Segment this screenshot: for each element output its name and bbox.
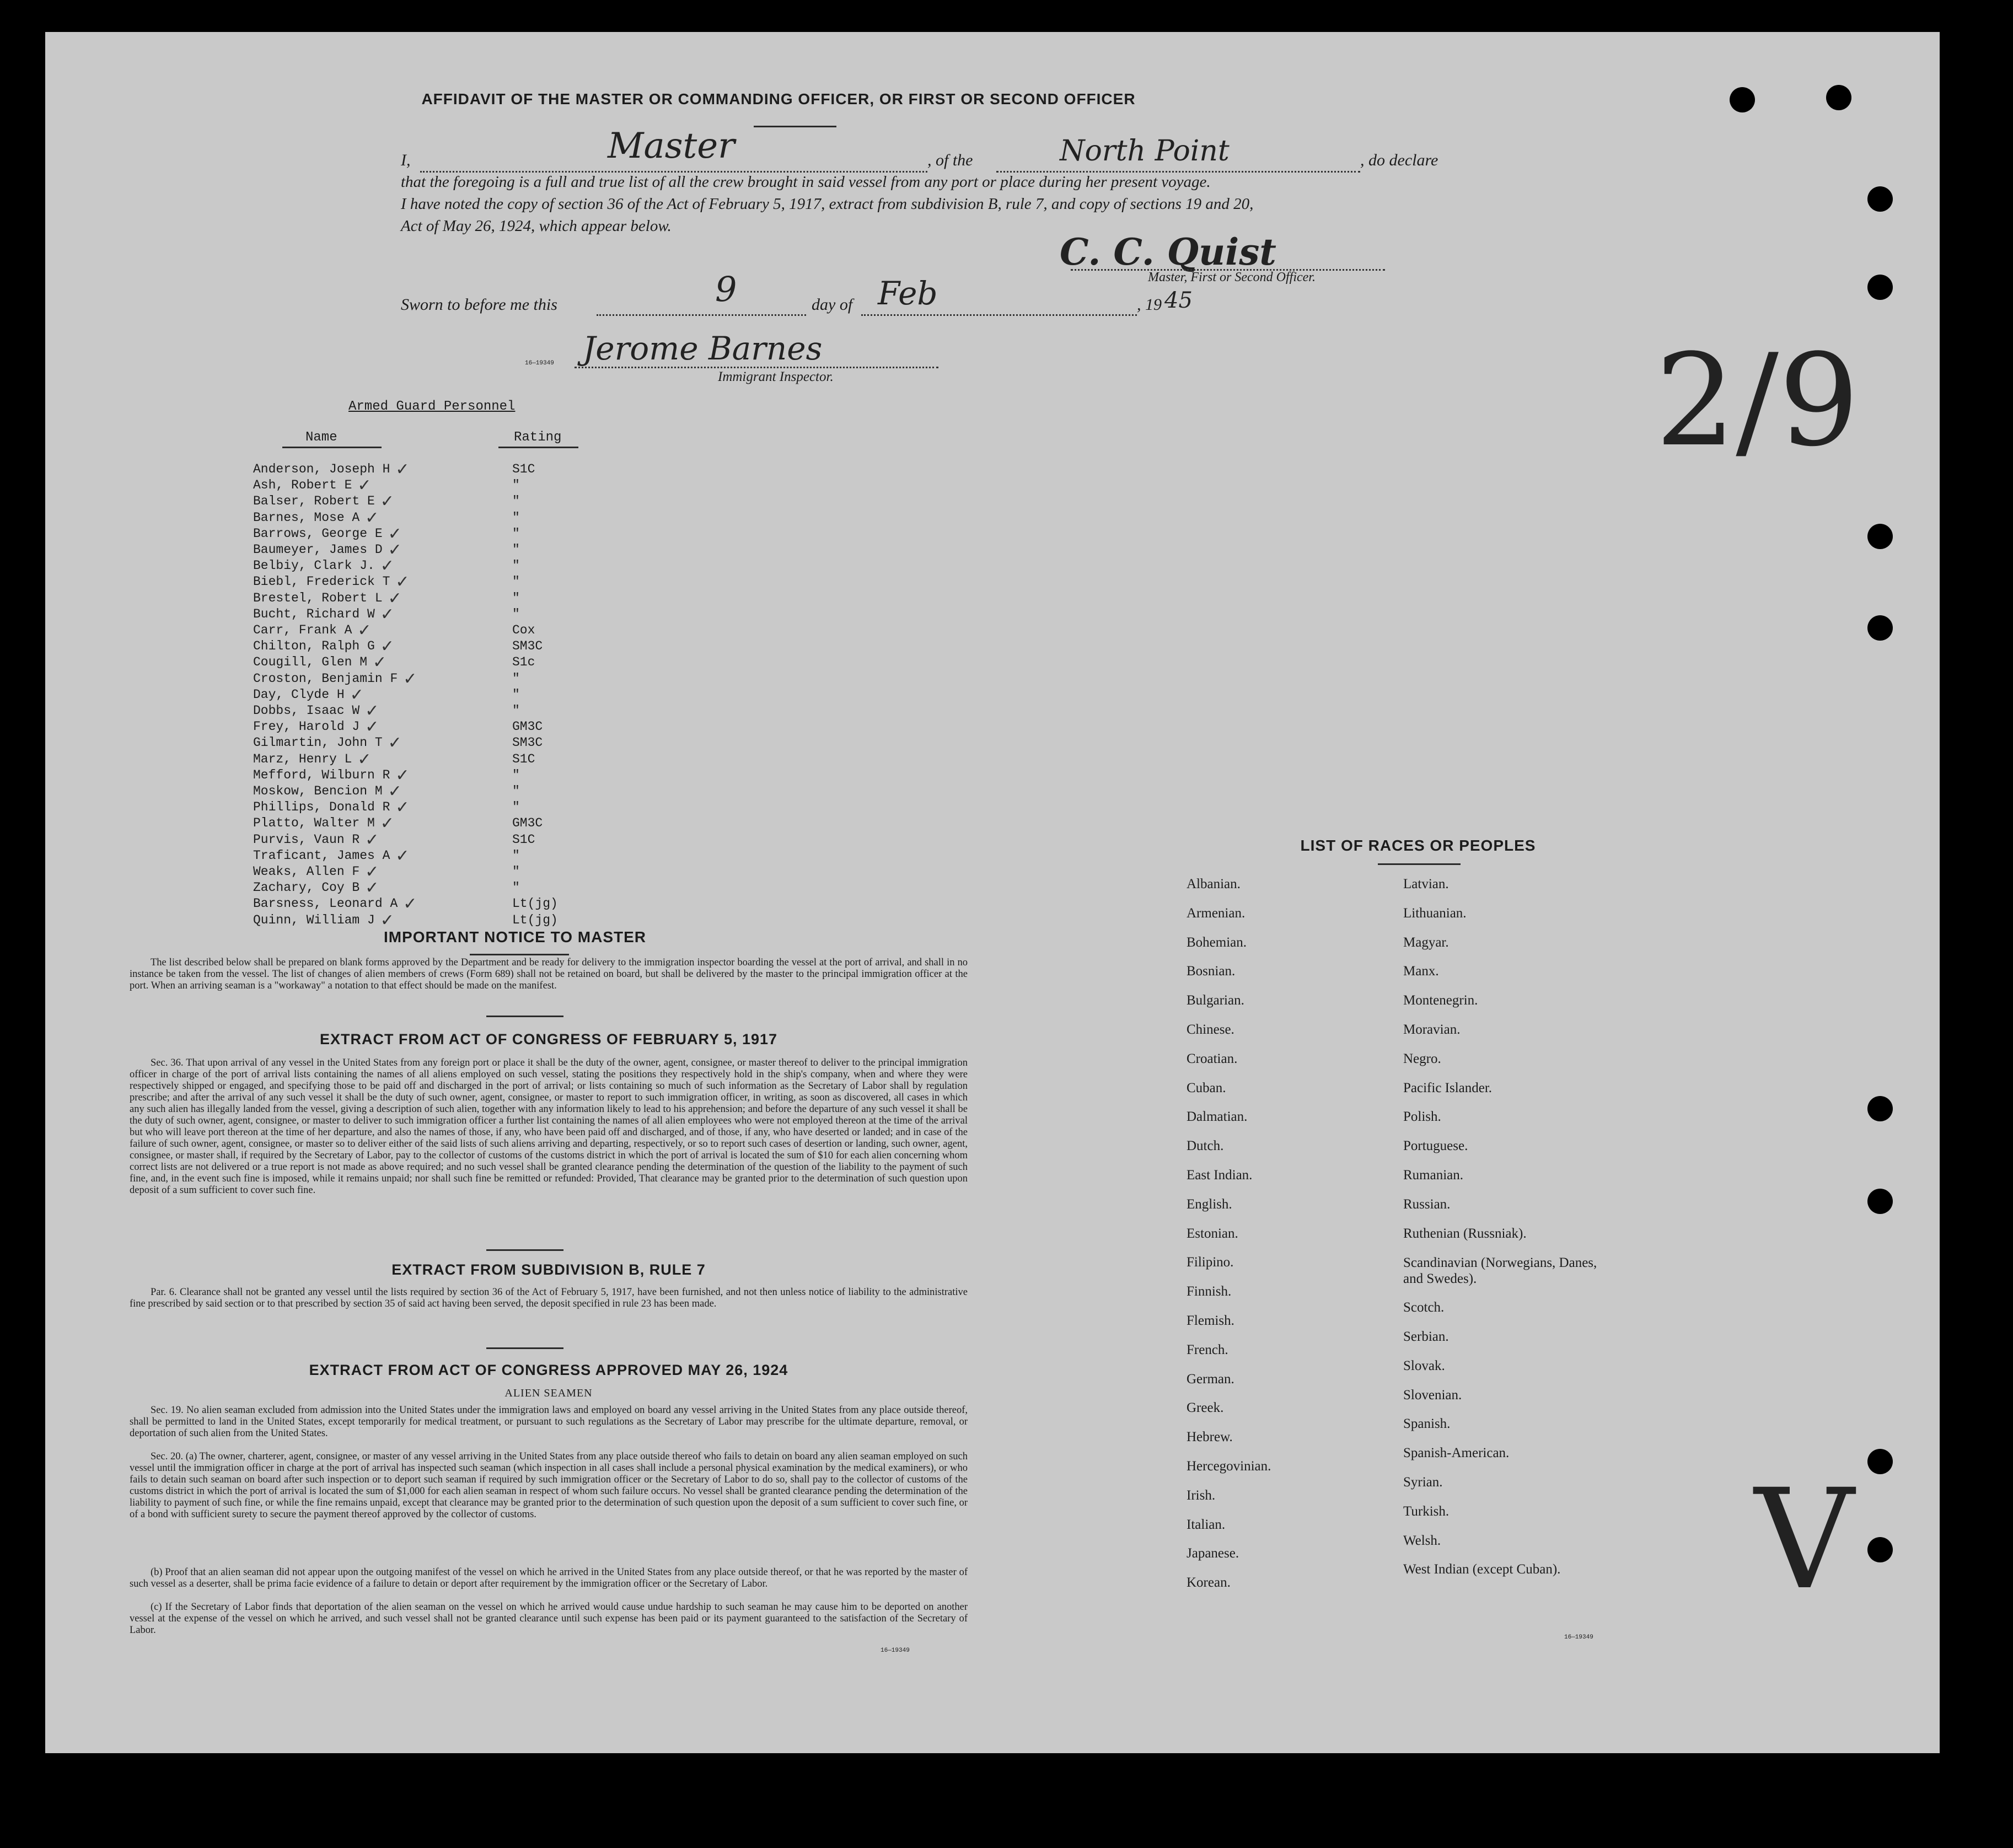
race-item: Polish.: [1403, 1109, 1441, 1125]
check-icon: ✓: [365, 508, 379, 528]
race-item: East Indian.: [1187, 1168, 1253, 1183]
crew-rating: ": [512, 671, 520, 686]
crew-name: Gilmartin, John T: [253, 735, 383, 750]
races-title: LIST OF RACES OR PEOPLES: [1300, 837, 1536, 854]
crew-rating: ": [512, 880, 520, 895]
race-item: Russian.: [1403, 1196, 1451, 1212]
race-item: Chinese.: [1187, 1022, 1234, 1037]
crew-rating: ": [512, 848, 520, 863]
race-item: Magyar.: [1403, 934, 1449, 950]
crew-name: Purvis, Vaun R: [253, 832, 360, 847]
crew-rating: SM3C: [512, 735, 543, 750]
race-item: Dalmatian.: [1187, 1109, 1248, 1125]
punch-hole: [1867, 1537, 1893, 1562]
rule7-body: Par. 6. Clearance shall not be granted any vessel until the lists required by section 36 of the Act of February 5, 1917, have been furnished, and not then unless notice of liability to the administrative fine prescribed by said section or to that prescribed by section 35 of said act having been served, the deposit specified in rule 23 has been made.: [130, 1287, 968, 1309]
notice-divider: [470, 954, 569, 955]
crew-rating: S1C: [512, 462, 535, 476]
punch-hole: [1826, 85, 1851, 110]
crew-rating: ": [512, 687, 520, 702]
race-item: Cuban.: [1187, 1080, 1226, 1095]
punch-hole: [1867, 615, 1893, 641]
crew-col-name: Name: [305, 430, 337, 445]
race-item: Negro.: [1403, 1051, 1441, 1066]
document-sheet: [45, 32, 1940, 1753]
crew-col-rating: Rating: [514, 430, 562, 445]
race-item: Armenian.: [1187, 905, 1246, 921]
check-icon: ✓: [403, 669, 417, 689]
check-icon: ✓: [380, 910, 394, 930]
race-item: Spanish.: [1403, 1416, 1451, 1432]
extract1924-sec20c: (c) If the Secretary of Labor finds that deportation of the alien seaman on the vessel on which he arrived would cause undue hardship to such seaman he may cause him to be deported on another vessel at the expense of the vessel on which he arrived, and such vessel shall not be granted clearance until such expense has been paid or its payment guaranteed to the satisfaction of the Secretary of Labor.: [130, 1602, 968, 1636]
crew-rating: ": [512, 510, 520, 525]
check-icon: ✓: [395, 572, 410, 592]
check-icon: ✓: [380, 556, 394, 576]
crew-name: Croston, Benjamin F: [253, 671, 398, 686]
crew-rating: GM3C: [512, 816, 543, 831]
check-icon: ✓: [388, 540, 402, 560]
officer-handwritten: Master: [608, 126, 735, 166]
check-icon: ✓: [365, 878, 379, 898]
crew-name: Anderson, Joseph H: [253, 462, 390, 476]
race-item: Bulgarian.: [1187, 993, 1244, 1008]
i-label: I,: [401, 151, 411, 169]
check-icon: ✓: [380, 637, 394, 657]
race-item: Finnish.: [1187, 1284, 1232, 1299]
crew-name: Mefford, Wilburn R: [253, 767, 390, 782]
crew-rating: ": [512, 494, 520, 509]
crew-name: Cougill, Glen M: [253, 655, 368, 670]
day-line: [597, 314, 806, 316]
notice-body: The list described below shall be prepared on blank forms approved by the Department and be ready for delivery to the immigration inspector boarding the vessel at the port of arrival, and shall in no instance be taken from the vessel. The list of changes of alien members of crews (Form 689) shall not be retained on board, but shall be delivered by the master to the principal immigration officer at the port. When an arriving seaman is a "workaway" a notation to that effect should be made on the manifest.: [130, 957, 968, 991]
check-icon: ✓: [395, 798, 410, 818]
check-icon: ✓: [373, 653, 387, 673]
race-item: Welsh.: [1403, 1533, 1441, 1548]
race-item: Pacific Islander.: [1403, 1080, 1493, 1095]
race-item: Japanese.: [1187, 1546, 1239, 1561]
check-icon: ✓: [365, 717, 379, 737]
races-divider: [1378, 863, 1461, 865]
crew-name: Chilton, Ralph G: [253, 639, 375, 654]
signature-caption: Master, First or Second Officer.: [1148, 270, 1316, 284]
month-handwritten: Feb: [878, 275, 938, 312]
check-icon: ✓: [365, 701, 379, 721]
check-icon: ✓: [380, 604, 394, 624]
crew-name: Day, Clyde H: [253, 687, 345, 702]
crew-name: Platto, Walter M: [253, 816, 375, 831]
check-icon: ✓: [357, 749, 372, 769]
race-item: Greek.: [1187, 1400, 1224, 1416]
notice-title: IMPORTANT NOTICE TO MASTER: [383, 928, 647, 946]
crew-name: Brestel, Robert L: [253, 590, 383, 605]
race-item: Flemish.: [1187, 1313, 1234, 1328]
of-the-label: , of the: [927, 151, 973, 169]
check-icon: ✓: [395, 460, 410, 479]
crew-rating: ": [512, 864, 520, 879]
crew-name: Traficant, James A: [253, 848, 390, 863]
crew-name: Zachary, Coy B: [253, 880, 360, 895]
crew-rating: ": [512, 542, 520, 557]
crew-rating: ": [512, 526, 520, 541]
extract1924-sec19: Sec. 19. No alien seaman excluded from admission into the United States under the immigration laws and employed on board any vessel arriving in the United States from any place outside thereof, shall be permitted to land in the United States, except temporarily for medical treatment, or pursuant to such regulations as the Secretary of Labor may prescribe for the ultimate departure, removal, or deportation of such alien from the United States.: [130, 1405, 968, 1439]
crew-name: Bucht, Richard W: [253, 606, 375, 621]
race-item: West Indian (except Cuban).: [1403, 1562, 1561, 1577]
race-item: Hebrew.: [1187, 1430, 1233, 1445]
race-item: Scotch.: [1403, 1300, 1445, 1315]
sworn-label: Sworn to before me this: [401, 296, 557, 314]
name-col-divider: [282, 447, 382, 448]
race-item: Dutch.: [1187, 1138, 1224, 1154]
crew-name: Baumeyer, James D: [253, 542, 383, 557]
crew-name: Barsness, Leonard A: [253, 896, 398, 911]
crew-name: Weaks, Allen F: [253, 864, 360, 879]
crew-name: Barnes, Mose A: [253, 510, 360, 525]
punch-hole: [1867, 524, 1893, 549]
crew-rating: Cox: [512, 623, 535, 637]
check-mark-handwritten: V: [1754, 1459, 1854, 1620]
rating-col-divider: [498, 447, 578, 448]
check-icon: ✓: [388, 782, 402, 801]
check-icon: ✓: [395, 765, 410, 785]
crew-name: Quinn, William J: [253, 912, 375, 927]
form-number: 16—19349: [525, 360, 554, 367]
race-item: Manx.: [1403, 964, 1439, 979]
race-item: Italian.: [1187, 1517, 1226, 1532]
inspector-signature: Jerome Barnes: [583, 330, 823, 367]
year-handwritten: 45: [1164, 288, 1193, 313]
race-item: Albanian.: [1187, 877, 1241, 891]
race-item: German.: [1187, 1371, 1234, 1387]
affidavit-body-line2: I have noted the copy of section 36 of the Act of February 5, 1917, extract from subdivision B, rule 7, and copy of sections 19 and 20,: [401, 195, 1254, 213]
races-left-column: [1187, 877, 1396, 1648]
check-icon: ✓: [357, 476, 372, 496]
inspector-line: [575, 367, 938, 368]
check-icon: ✓: [388, 733, 402, 753]
crew-name: Ash, Robert E: [253, 478, 352, 493]
crew-rating: ": [512, 606, 520, 621]
year-prefix: , 19: [1137, 296, 1162, 314]
day-of-label: day of: [812, 296, 853, 314]
race-item: French.: [1187, 1342, 1228, 1357]
race-item: Irish.: [1187, 1487, 1216, 1503]
check-icon: ✓: [357, 621, 372, 640]
section-divider: [486, 1347, 563, 1349]
affidavit-title: AFFIDAVIT OF THE MASTER OR COMMANDING OFFICER, OR FIRST OR SECOND OFFICER: [421, 90, 1136, 108]
race-item: Portuguese.: [1403, 1138, 1468, 1154]
punch-hole: [1867, 1096, 1893, 1121]
race-item: Slovak.: [1403, 1358, 1445, 1373]
crew-rating: ": [512, 767, 520, 782]
punch-hole: [1867, 1449, 1893, 1474]
section-divider: [486, 1016, 563, 1017]
punch-hole: [1867, 1189, 1893, 1214]
crew-rating: S1c: [512, 655, 535, 670]
check-icon: ✓: [350, 685, 364, 705]
crew-name: Dobbs, Isaac W: [253, 703, 360, 718]
crew-rating: ": [512, 574, 520, 589]
vessel-handwritten: North Point: [1060, 135, 1230, 168]
crew-name: Carr, Frank A: [253, 623, 352, 637]
race-item: Scandinavian (Norwegians, Danes, and Swedes).: [1403, 1255, 1597, 1287]
check-icon: ✓: [403, 894, 417, 914]
race-item: Bohemian.: [1187, 934, 1247, 950]
check-icon: ✓: [395, 846, 410, 866]
race-item: Spanish-American.: [1403, 1446, 1510, 1461]
race-item: Latvian.: [1403, 877, 1449, 891]
extract1924-sec20b: (b) Proof that an alien seaman did not appear upon the outgoing manifest of the vessel on which he arrived in the United States from any place outside thereof, or that he was reported by the master of such vessel as a deserter, shall be prima facie evidence of a failure to detain or deport after requirement by the immigration officer or the Secretary of Labor.: [130, 1567, 968, 1589]
crew-name: Frey, Harold J: [253, 719, 360, 734]
race-item: Turkish.: [1403, 1503, 1450, 1519]
officer-line: [420, 171, 927, 173]
crew-name: Marz, Henry L: [253, 751, 352, 766]
crew-rating: ": [512, 784, 520, 798]
race-item: Bosnian.: [1187, 964, 1236, 979]
page-number-handwritten: 2/9: [1655, 327, 1860, 475]
inspector-caption: Immigrant Inspector.: [718, 369, 834, 384]
race-item: Korean.: [1187, 1575, 1231, 1591]
races-form-number: 16—19349: [1564, 1634, 1593, 1641]
race-item: Slovenian.: [1403, 1387, 1462, 1403]
crew-name: Moskow, Bencion M: [253, 784, 383, 798]
crew-rating: Lt(jg): [512, 896, 558, 911]
vessel-line: [996, 171, 1360, 173]
affidavit-body-line3: Act of May 26, 1924, which appear below.: [401, 217, 672, 235]
races-right-column: [1403, 877, 1690, 1648]
extract1917-title: EXTRACT FROM ACT OF CONGRESS OF FEBRUARY 5, 1917: [319, 1031, 778, 1047]
crew-rating: Lt(jg): [512, 912, 558, 927]
race-item: Lithuanian.: [1403, 905, 1467, 921]
day-handwritten: 9: [715, 269, 737, 309]
crew-rating: ": [512, 558, 520, 573]
check-icon: ✓: [388, 588, 402, 608]
month-line: [861, 314, 1137, 316]
section-divider: [486, 1249, 563, 1251]
crew-name: Balser, Robert E: [253, 494, 375, 509]
race-item: Hercegovinian.: [1187, 1459, 1271, 1474]
race-item: Estonian.: [1187, 1226, 1238, 1241]
check-icon: ✓: [365, 830, 379, 850]
race-item: Ruthenian (Russniak).: [1403, 1226, 1527, 1241]
extract1924-title: EXTRACT FROM ACT OF CONGRESS APPROVED MAY 26, 1924: [309, 1362, 788, 1378]
race-item: Serbian.: [1403, 1329, 1449, 1345]
check-icon: ✓: [380, 814, 394, 834]
race-item: Filipino.: [1187, 1255, 1234, 1270]
race-item: Croatian.: [1187, 1051, 1238, 1066]
extract1924-sec20a: Sec. 20. (a) The owner, charterer, agent, consignee, or master of any vessel arriving in the United States from any place outside thereof who fails to detain on board any alien seaman employed on such vessel until the immigration officer in charge at the port of arrival has inspected such seaman (which inspection in all cases shall include a personal physical examination by the medical examiners), or who fails to detain such seaman on board after such inspection or to deport such seaman if required by such immigration officer or the Secretary of Labor to do so, shall pay to the collector of customs of the customs district in which the port of arrival is located the sum of $1,000 for each alien seaman in respect of whom such failure occurs. No vessel shall be granted clearance pending the determination of the liability to payment of such fine, or while the fine remains unpaid, except that clearance may be granted prior to the determination of such question upon the deposit of a sum sufficient to cover such fine, or of a bond with sufficient surety to secure the payment thereof approved by the collector of customs.: [130, 1451, 968, 1520]
master-signature: C. C. Quist: [1060, 230, 1276, 273]
race-item: Syrian.: [1403, 1475, 1443, 1490]
extract1924-form-number: 16—19349: [881, 1647, 910, 1654]
crew-rating: S1C: [512, 832, 535, 847]
affidavit-body-line1: that the foregoing is a full and true list of all the crew brought in said vessel from any port or place during her present voyage.: [401, 173, 1211, 191]
title-divider: [754, 126, 836, 127]
race-item: Rumanian.: [1403, 1168, 1464, 1183]
crew-name: Biebl, Frederick T: [253, 574, 390, 589]
crew-rating: ": [512, 703, 520, 718]
extract1924-subtitle: ALIEN SEAMEN: [504, 1387, 593, 1399]
crew-rating: SM3C: [512, 639, 543, 654]
check-icon: ✓: [380, 492, 394, 512]
race-item: Montenegrin.: [1403, 993, 1478, 1008]
rule7-title: EXTRACT FROM SUBDIVISION B, RULE 7: [391, 1261, 706, 1278]
crew-list: [253, 462, 639, 947]
crew-name: Belbiy, Clark J.: [253, 558, 375, 573]
check-icon: ✓: [388, 524, 402, 544]
check-icon: ✓: [365, 862, 379, 882]
race-item: Moravian.: [1403, 1022, 1461, 1037]
extract1917-body: Sec. 36. That upon arrival of any vessel in the United States from any foreign port or place it shall be the duty of the owner, agent, consignee, or master thereof to deliver to the principal immigration officer in charge of the port of arrival lists containing the names of all aliens employed on such vessel, stating the positions they respectively hold in the ship's company, when and where they were respectively shipped or engaged, and specifying those to be paid off and discharged in the port of arrival; or lists containing so much of such information as the Secretary of Labor shall by regulation prescribe; and after the arrival of any such vessel it shall be the duty of such owner, agent, consignee, or master to report to such immigration officer, in writing, as soon as discovered, all cases in which any such alien has illegally landed from the vessel, giving a description of such alien, together with any information likely to lead to his apprehension; and before the departure of any such vessel it shall be the duty of such owner, agent, consignee, or master to deliver to such immigration officer a further list containing the names of all alien employees who were not employed thereon at the time of the arrival but who will leave port thereon at the time of her departure, and also the names of those, if any, who have been paid off and discharged, and of those, if any, who have deserted or landed; and in case of the failure of such owner, agent, consignee, or master so to deliver either of the said lists of such aliens arriving and departing, respectively, or so to report such cases of desertion or landing, such owner, agent, consignee, or master shall, if required by the Secretary of Labor, pay to the collector of customs of the customs district in which the port of arrival is located the sum of $10 for each alien concerning whom correct lists are not delivered or a true report is not made as above required; and no such vessel shall be granted clearance pending the determination of the question of the liability to the payment of such fine, and, in the event such fine is imposed, while it remains unpaid; nor shall such fine be remitted or refunded: Provided, That clearance may be granted prior to the determination of such question upon deposit of a sum sufficient to cover such fine.: [130, 1057, 968, 1196]
declare-label: , do declare: [1360, 151, 1438, 169]
crew-rating: ": [512, 800, 520, 815]
punch-hole: [1730, 87, 1755, 112]
punch-hole: [1867, 186, 1893, 212]
punch-hole: [1867, 275, 1893, 300]
crew-rating: ": [512, 478, 520, 493]
crew-section-title: Armed Guard Personnel: [348, 399, 516, 414]
crew-rating: S1C: [512, 751, 535, 766]
race-item: English.: [1187, 1196, 1232, 1212]
crew-rating: GM3C: [512, 719, 543, 734]
crew-name: Phillips, Donald R: [253, 800, 390, 815]
crew-name: Barrows, George E: [253, 526, 383, 541]
crew-rating: ": [512, 590, 520, 605]
